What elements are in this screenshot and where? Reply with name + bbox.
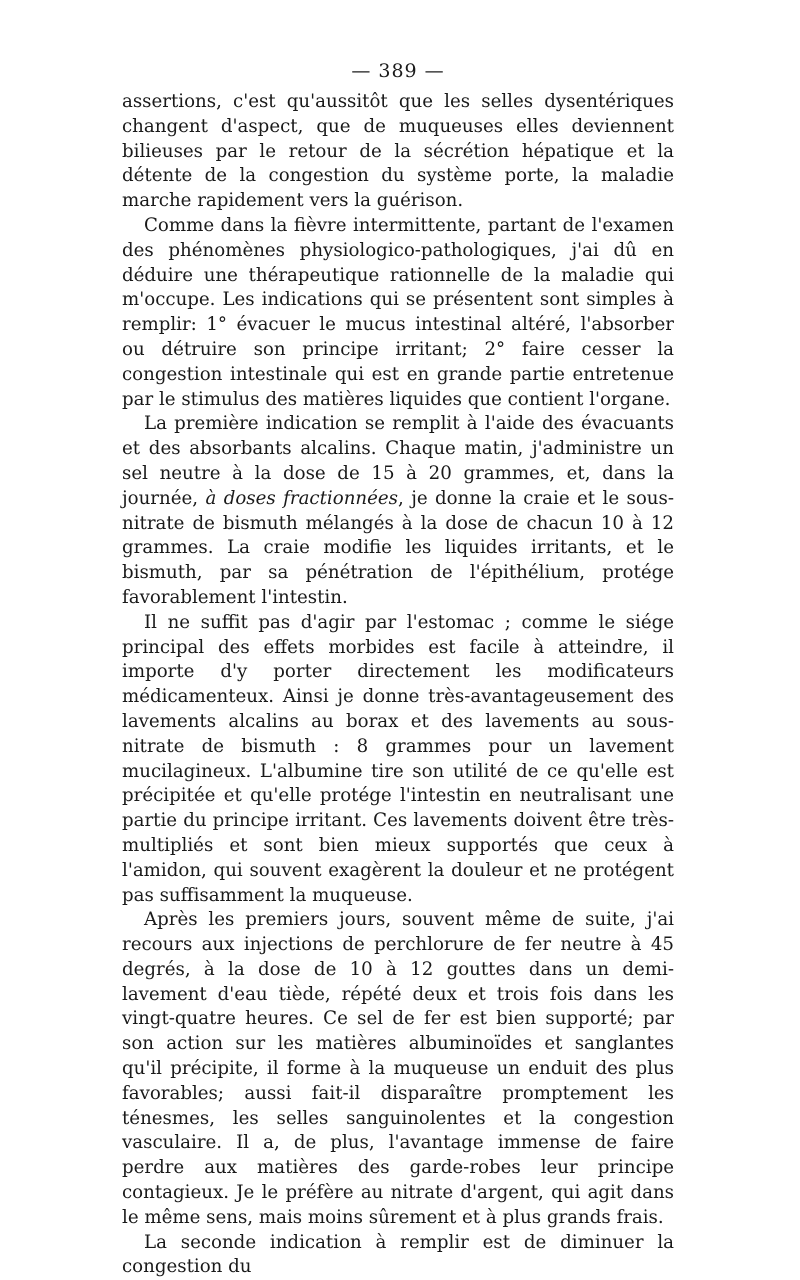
paragraph-4: Il ne suffit pas d'agir par l'estomac ; comme le siége principal des effets morbides est facile à atteindre, il importe d'y porter directement les modificateurs médicamenteux. Ainsi je donne très-avantageusement des lavements alcalins au borax et des lavements au sous-nitrate de bismuth : 8 grammes pour un lavement mucilagineux. L'albumine tire son utilité de ce qu'elle est précipitée et qu'elle protége l'intestin en neutralisant une partie du principe irritant. Ces lavements doivent être très-multipliés et sont bien mieux supportés que ceux à l'amidon, qui souvent exagèrent la douleur et ne protégent pas suffisamment la muqueuse.: [122, 611, 674, 906]
paragraph-6: La seconde indication à remplir est de diminuer la congestion du: [122, 1231, 674, 1278]
paragraph-3-emphasis: à doses fractionnées: [205, 487, 398, 509]
page-number: — 389 —: [351, 60, 445, 82]
body-text: [122, 90, 674, 1280]
paragraph-5: Après les premiers jours, souvent même de suite, j'ai recours aux injections de perchlorure de fer neutre à 45 degrés, à la dose de 10 à 12 gouttes dans un demi-lavement d'eau tiède, répété deux et trois fois dans les vingt-quatre heures. Ce sel de fer est bien supporté; par son action sur les matières albuminoïdes et sanglantes qu'il précipite, il forme à la muqueuse un enduit des plus favorables; aussi fait-il disparaître promptement les ténesmes, les selles sanguinolentes et la congestion vasculaire. Il a, de plus, l'avantage immense de faire perdre aux matières des garde-robes leur principe contagieux. Je le préfère au nitrate d'argent, qui agit dans le même sens, mais moins sûrement et à plus grands frais.: [122, 909, 674, 1228]
paragraph-3: [122, 412, 674, 610]
paragraph-3-before: La première indication se remplit à l'aide des évacuants et des absorbants alcalins. Chaque matin, j'administre un sel neutre à la dose de 15 à 20 grammes, et, dans la journée,: [122, 413, 674, 509]
paragraph-3-after: , je donne la craie et le sous-nitrate de bismuth mélangés à la dose de chacun 10 à 12 grammes. La craie modifie les liquides irritants, et le bismuth, par sa pénétration de l'épithélium, protége favorablement l'intestin.: [122, 487, 674, 608]
paragraph-2: Comme dans la fièvre intermittente, partant de l'examen des phénomènes physiologico-pathologiques, j'ai dû en déduire une thérapeutique rationnelle de la maladie qui m'occupe. Les indications qui se présentent sont simples à remplir: 1° évacuer le mucus intestinal altéré, l'absorber ou détruire son principe irritant; 2° faire cesser la congestion intestinale qui est en grande partie entretenue par le stimulus des matières liquides que contient l'organe.: [122, 214, 674, 410]
paragraph-1: assertions, c'est qu'aussitôt que les selles dysentériques changent d'aspect, que de muqueuses elles deviennent bilieuses par le retour de la sécrétion hépatique et la détente de la congestion du système porte, la maladie marche rapidement vers la guérison.: [122, 91, 674, 212]
